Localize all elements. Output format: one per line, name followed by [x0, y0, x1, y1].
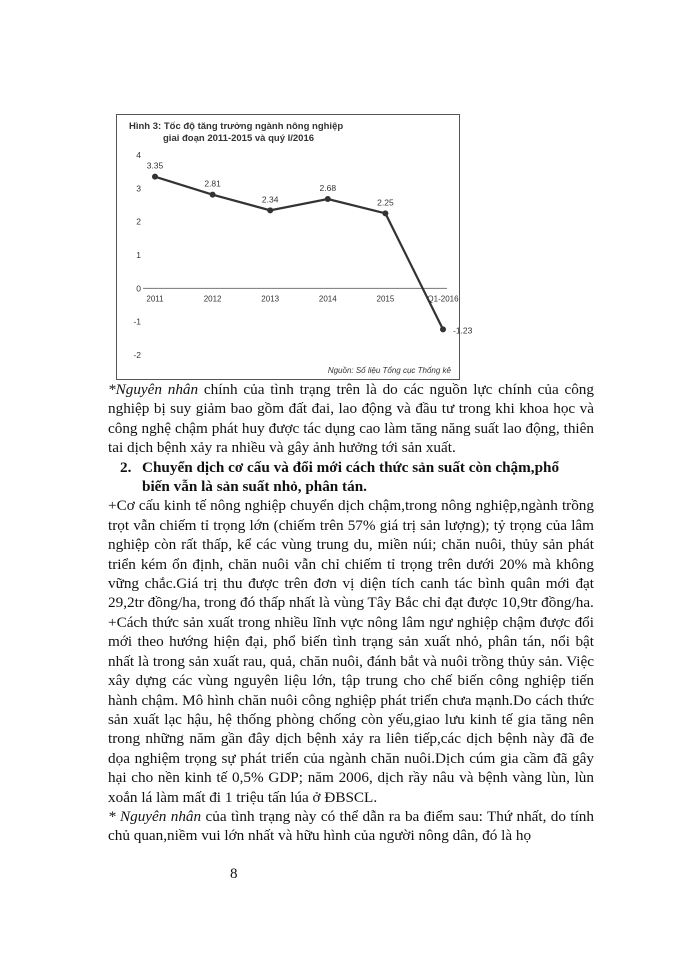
data-point: [152, 174, 158, 180]
paragraph-production-method: +Cách thức sản xuất trong nhiều lĩnh vực nông lâm ngư nghiệp chậm được đổi mới theo hướng hiện đại, phổ biến tình trạng sản xuất nhỏ, phân tán, nổi bật nhất là trong sản xuất rau, quả, chăn nuôi, đánh bắt và nuôi trồng thủy sản. Việc xây dựng các vùng nguyên liệu lớn, tập trung cho chế biến công nghiệp tiến hành chậm. Mô hình chăn nuôi công nghiệp phát triển chưa mạnh.Do cách thức sản xuất lạc hậu, hệ thống phòng chống còn yếu,giao lưu kinh tế gia tăng nên trong những năm gần đây dịch bệnh xảy ra liên tiếp,các dịch bệnh này đã đe dọa nghiệm trọng sự phát triển của ngành chăn nuôi.Dịch cúm gia cầm đã gây hại cho nền kinh tế 0,5% GDP; năm 2006, dịch rầy nâu và bệnh vàng lùn, lùn xoắn lá làm mất đi 1 triệu tấn lúa ở ĐBSCL.: [108, 613, 594, 806]
cause-label-2: * Nguyên nhân: [108, 807, 202, 825]
x-tick-label: 2013: [261, 294, 280, 304]
section-heading-line2: biến vẫn là sản suất nhỏ, phân tán.: [142, 478, 367, 496]
x-tick-label: 2015: [376, 294, 395, 304]
y-tick-label: 3: [136, 183, 141, 194]
section-number: 2.: [120, 458, 132, 476]
chart-source: Nguồn: Số liệu Tổng cục Thống kê: [327, 366, 451, 375]
cause-text-2: của tình trạng này có thể dẫn ra ba điểm sau: Thứ nhất, do tính chủ quan,niềm vui lớn nhất và hữu hình của người nông dân, đó là họ: [108, 807, 594, 845]
data-point: [382, 210, 388, 216]
cause-label: *Nguyên nhân: [108, 381, 199, 398]
x-tick-label: 2011: [146, 294, 164, 304]
x-tick-label: 2014: [318, 294, 337, 304]
data-label: 2.81: [204, 178, 221, 189]
cause-text: chính của tình trạng trên là do các nguồn lực chính của công nghiệp bị suy giảm bao gồm đất đai, lao động và đầu tư trong khi khoa học và công nghệ chậm phát huy được tác dụng cao làm tăng năng suất lao động, thiên tai dịch bệnh xảy ra nhiều và gây ảnh hưởng tới sản xuất.: [108, 381, 594, 457]
x-tick-label: Q1-2016: [427, 294, 459, 304]
paragraph-cause-1: [108, 380, 594, 458]
y-tick-label: 1: [136, 250, 141, 260]
data-label: 3.35: [146, 160, 164, 171]
chart-figure: [116, 114, 473, 380]
page-number: 8: [230, 866, 238, 882]
data-label: 2.68: [319, 183, 337, 193]
paragraph-structure: +Cơ cấu kinh tế nông nghiệp chuyển dịch chậm,trong nông nghiệp,ngành trồng trọt vẫn chiếm tỉ trọng lớn (chiếm trên 57% giá trị sản lượng); tỷ trọng của lâm nghiệp còn rất thấp, kể các vùng trung du, miền núi; chăn nuôi, thủy sản phát triển kém ổn định, chăn nuôi vẫn chỉ chiếm tỉ trọng trên dưới 20% mà không vững chắc.Giá trị thu được trên đơn vị diện tích canh tác bình quân mới đạt 29,2tr đồng/ha, trong đó thấp nhất là vùng Tây Bắc chỉ đạt được 10,9tr đồng/ha.: [108, 497, 594, 612]
y-tick-label: 4: [136, 150, 141, 160]
paragraph-cause-2: [108, 807, 594, 846]
section-heading: [108, 458, 594, 497]
document-body: [108, 380, 594, 846]
data-point: [210, 192, 216, 198]
x-tick-label: 2012: [203, 294, 222, 304]
data-label: 2.34: [261, 194, 279, 205]
data-label: 2.25: [377, 197, 394, 208]
data-point: [325, 196, 331, 202]
y-tick-label: -1: [133, 316, 141, 327]
y-tick-label: -2: [133, 350, 141, 360]
y-tick-label: 0: [136, 283, 141, 294]
data-point: [440, 326, 446, 332]
chart-title-line1: Hình 3: Tốc độ tăng trưởng ngành nông nghiệp: [129, 121, 344, 132]
line-chart: [117, 115, 473, 379]
data-point: [267, 207, 273, 213]
y-tick-label: 2: [136, 216, 141, 227]
series-line: [155, 177, 443, 330]
data-label: -1.23: [453, 325, 473, 336]
chart-title-line2: giai đoạn 2011-2015 và quý I/2016: [163, 133, 315, 144]
section-heading-line1: Chuyển dịch cơ cấu và đổi mới cách thức sản suất còn chậm,phổ: [142, 458, 560, 476]
